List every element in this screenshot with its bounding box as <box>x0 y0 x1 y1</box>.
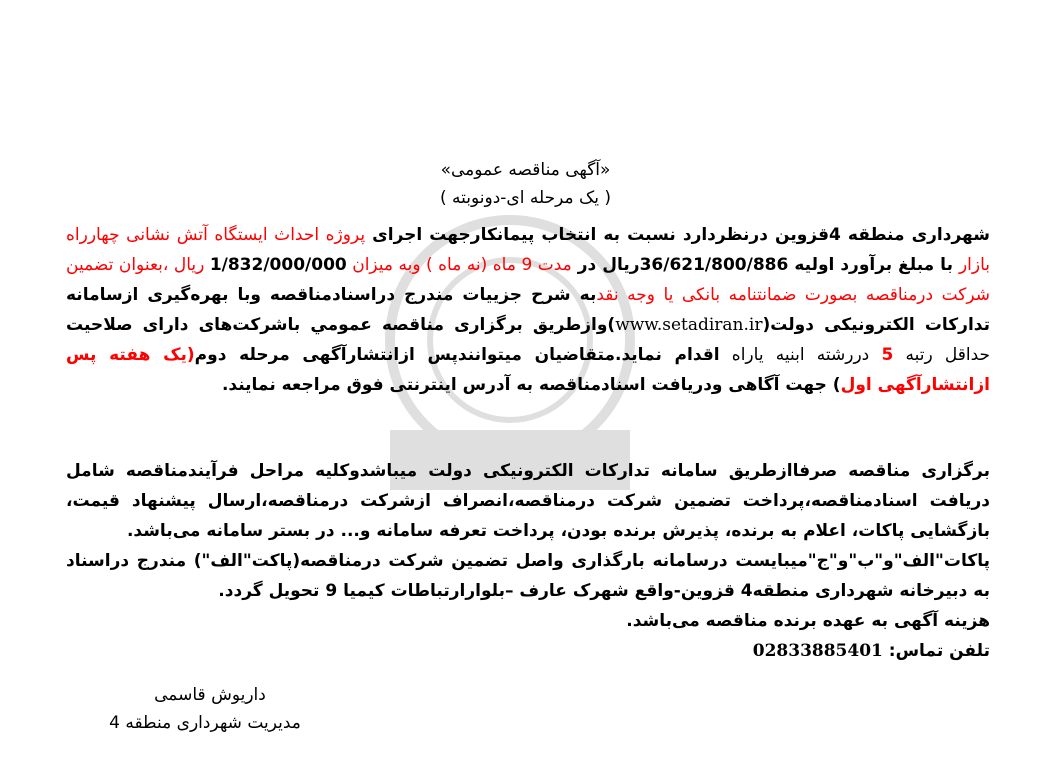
envelopes-text: پاکات"الف"و"ب"و"ج"میبایست درسامانه بارگذاری واصل تضمین شرکت درمناقصه(پاکت"الف") مندرج دراسناد به دبیرخانه شهرداری منطقه4 قزوین-واقع شهرک عارف –بلوارارتباطات کیمیا 9 تحویل گردد. <box>66 551 990 601</box>
website-link: www.setadiran.ir <box>615 315 763 335</box>
text-segment: شهرداری منطقه 4قزوین درنظردارد نسبت به انتخاب پیمانکارجهت اجرای <box>365 225 991 245</box>
text-segment: )وازطریق برگزاری مناقصه عمومي باشرکت‌های دارای صلاحیت <box>66 315 616 335</box>
text-segment: حداقل رتبه <box>893 345 991 365</box>
text-segment: وبه میزان <box>346 255 427 275</box>
signatory-name: داریوش قاسمی <box>154 685 266 705</box>
text-segment: ) جهت آگاهی ودریافت اسنادمناقصه به آدرس اینترنتی فوق مراجعه نمایند. <box>221 375 841 395</box>
signatory-title: مدیریت شهرداری منطقه 4 <box>109 713 301 733</box>
procedure-text: برگزاری مناقصه صرفاازطریق سامانه تدارکات الکترونیکی دولت میباشدوکلیه مراحل فرآیندمناقصه شامل دریافت اسنادمناقصه،پرداخت تضمین شرکت درمناقصه،انصراف ازشرکت درمناقصه،ارسال پیشنهاد قیمت، بازگشایی پاکات، اعلام به برنده، پذیرش برنده بودن، پرداخت تعرفه سامانه و... در بستر سامانه می‌باشد. <box>66 461 990 541</box>
project-name: پروژه احداث ایستگاه آتش نشانی چهارراه بازار <box>66 225 991 275</box>
guarantee-amount: 1/832/000/000 <box>209 255 347 275</box>
text-segment: به شرح جزییات مندرج دراسنادمناقصه وبا بهره‌گیری ازسامانه تدارکات الکترونیکی دولت( <box>66 285 990 335</box>
text-segment: با مبلغ برآورد اولیه 36/621/800/886ریال در <box>571 255 959 275</box>
duration: مدت 9 ماه (نه ماه ) <box>426 255 572 275</box>
cost-text: هزینه آگهی به عهده برنده مناقصه می‌باشد. <box>626 611 990 631</box>
phone-number: 02833885401 <box>752 641 883 661</box>
notice-title: «آگهی مناقصه عمومی» <box>440 160 611 180</box>
phone-label: تلفن تماس: <box>882 641 990 661</box>
rank-number: 5 <box>881 345 894 365</box>
notice-paragraph-1 <box>66 220 990 400</box>
text-segment: اقدام نماید.متقاضیان میتوانندپس ازانتشارآگهی مرحله دوم <box>194 345 720 365</box>
notice-subtitle: ( یک مرحله ای-دونوبته ) <box>439 188 612 208</box>
phone-line <box>66 636 990 666</box>
notice-paragraph-2 <box>66 456 990 666</box>
guarantee-text: ریال ،بعنوان تضمین شرکت درمناقصه بصورت ضمانتنامه بانکی یا وجه نقد <box>66 255 990 305</box>
text-segment: دررشته ابنیه یاراه <box>719 345 882 365</box>
deadline-text: (یک هفته پس ازانتشارآگهی اول <box>66 345 990 395</box>
